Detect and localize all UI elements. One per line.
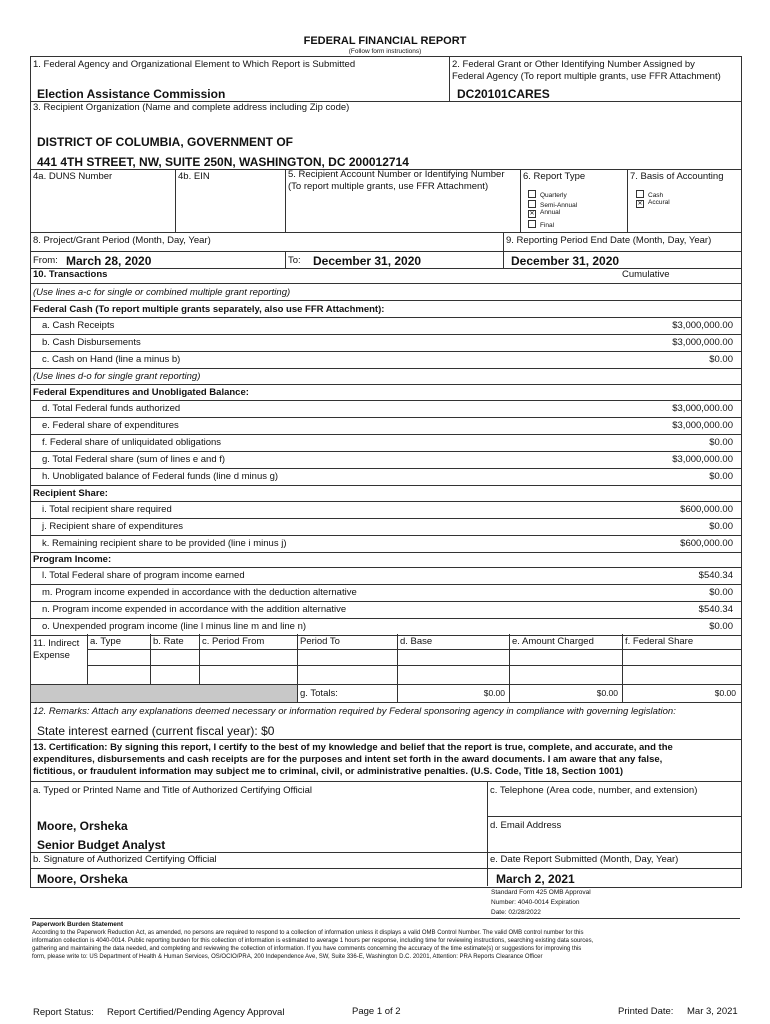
row-divider (30, 434, 741, 435)
transaction-row-value: $0.00 (709, 521, 733, 532)
row-divider (30, 451, 741, 452)
cert-c-label: c. Telephone (Area code, number, and extension) (490, 785, 698, 796)
row-divider (30, 485, 741, 486)
transaction-row-label: d. Total Federal funds authorized (42, 403, 181, 414)
transaction-row-value: $3,000,000.00 (672, 454, 733, 465)
col-federal-share: f. Federal Share (625, 636, 694, 647)
transaction-row-value: $0.00 (709, 587, 733, 598)
row-divider (30, 601, 741, 602)
cert-a-label: a. Typed or Printed Name and Title of Authorized Certifying Official (33, 785, 312, 796)
report-type-annual[interactable]: ✕ Annual (529, 209, 561, 217)
omb-line-2: Number: 4040-0014 Expiration (491, 899, 580, 906)
box2-grant-number: DC20101CARES (457, 87, 550, 101)
section-federal-expenditures: Federal Expenditures and Unobligated Balance: (33, 387, 249, 398)
transaction-row-value: $3,000,000.00 (672, 337, 733, 348)
row-divider (30, 518, 741, 519)
box2-label-1: 2. Federal Grant or Other Identifying Number Assigned by (452, 59, 695, 70)
transaction-row-label: h. Unobligated balance of Federal funds (line d minus g) (42, 471, 279, 482)
box4a-label: 4a. DUNS Number (33, 171, 113, 182)
row-divider (30, 334, 741, 335)
cert-line-1: 13. Certification: By signing this report, I certify to the best of my knowledge and belief that the report is true, complete, and accurate, and the (33, 742, 673, 753)
total-federal-share: $0.00 (714, 688, 736, 698)
col-period-to: Period To (300, 636, 340, 647)
transaction-row-label: f. Federal share of unliquidated obligations (42, 437, 222, 448)
transaction-row-label: c. Cash on Hand (line a minus b) (42, 354, 181, 365)
burden-line-3: gathering and maintaining the data needed, and completing and reviewing the collection of information. If you have comments concerning the accuracy of the time estimate(s) or suggestions for improving this (32, 946, 582, 952)
reporting-period-end: December 31, 2020 (511, 254, 620, 268)
page-subtitle: (Follow form instructions) (348, 48, 422, 55)
checkbox-icon (528, 220, 536, 228)
transaction-row-value: $540.34 (698, 604, 733, 615)
col-period-from: c. Period From (202, 636, 265, 647)
transaction-row-value: $3,000,000.00 (672, 320, 733, 331)
box1-agency: Election Assistance Commission (37, 87, 226, 101)
transaction-row-value: $600,000.00 (680, 504, 733, 515)
row-divider (30, 535, 741, 536)
burden-line-1: According to the Paperwork Reduction Act, as amended, no persons are required to respond to a collection of information unless it displays a valid OMB Control Number. The valid OMB control number for this (32, 930, 584, 936)
date-submitted: March 2, 2021 (496, 872, 575, 886)
row-divider (30, 618, 741, 619)
to-label: To: (288, 255, 301, 266)
box4b-label: 4b. EIN (178, 171, 210, 182)
box11-label-2: Expense (33, 650, 70, 661)
checkbox-icon (528, 200, 536, 208)
box6-label: 6. Report Type (523, 171, 586, 182)
transaction-row-label: i. Total recipient share required (42, 504, 172, 515)
burden-title: Paperwork Burden Statement (32, 921, 124, 928)
note-lines-d-o: (Use lines d-o for single grant reporting) (33, 371, 201, 382)
row-divider (30, 552, 741, 553)
cert-e-label: e. Date Report Submitted (Month, Day, Year) (490, 854, 679, 865)
total-amount-charged: $0.00 (596, 688, 618, 698)
row-divider (30, 584, 741, 585)
col-amount-charged: e. Amount Charged (512, 636, 594, 647)
checkbox-checked-icon: ✕ (529, 211, 535, 217)
transaction-row-label: k. Remaining recipient share to be provided (line i minus j) (42, 538, 287, 549)
box5-label-2: (To report multiple grants, use FFR Attachment) (288, 181, 489, 192)
transaction-row-label: n. Program income expended in accordance with the addition alternative (42, 604, 347, 615)
row-divider (30, 417, 741, 418)
remarks-text: State interest earned (current fiscal year): $0 (37, 724, 275, 738)
row-divider (30, 368, 741, 369)
omb-line-1: Standard Form 425 OMB Approval (491, 889, 591, 896)
basis-cash[interactable]: Cash (636, 189, 663, 200)
box12-label: 12. Remarks: Attach any explanations deemed necessary or information required by Federal sponsoring agency in compliance with governing legislation: (33, 706, 676, 717)
transaction-row-label: l. Total Federal share of program income earned (42, 570, 245, 581)
basis-accural[interactable]: ✕ Accural (637, 199, 670, 207)
box8-label: 8. Project/Grant Period (Month, Day, Year) (33, 235, 211, 246)
transaction-row-value: $0.00 (709, 621, 733, 632)
printed-date-label: Printed Date: (618, 1006, 674, 1017)
official-title: Senior Budget Analyst (37, 838, 166, 852)
box2-label-2: Federal Agency (To report multiple grants, use FFR Attachment) (452, 71, 721, 82)
section-recipient-share: Recipient Share: (33, 488, 108, 499)
box3-label: 3. Recipient Organization (Name and complete address including Zip code) (33, 102, 350, 113)
transaction-row-label: g. Total Federal share (sum of lines e and f) (42, 454, 226, 465)
transaction-row-value: $3,000,000.00 (672, 403, 733, 414)
burden-statement (30, 918, 740, 961)
official-name: Moore, Orsheka (37, 819, 128, 833)
period-to: December 31, 2020 (313, 254, 422, 268)
burden-line-4: form, please write to: US Department of Health & Human Services, OS/OCIO/PRA, 200 Independence Ave, SW, Suite 336-E, Washington D.C. 20201, Attention: PRA Reports Clearance Officer (32, 954, 543, 960)
official-signature: Moore, Orsheka (37, 872, 128, 886)
box11-label-1: 11. Indirect (33, 638, 80, 649)
report-status: Report Certified/Pending Agency Approval (107, 1007, 285, 1018)
report-type-semi-annual[interactable]: Semi-Annual (528, 199, 577, 210)
from-label: From: (33, 255, 58, 266)
transaction-row-value: $0.00 (709, 437, 733, 448)
page-title: FEDERAL FINANCIAL REPORT (303, 35, 467, 47)
col-rate: b. Rate (153, 636, 184, 647)
transaction-row-label: b. Cash Disbursements (42, 337, 141, 348)
printed-date: Mar 3, 2021 (687, 1006, 738, 1017)
section-federal-cash: Federal Cash (To report multiple grants separately, also use FFR Attachment): (33, 304, 385, 315)
transaction-row-label: e. Federal share of expenditures (42, 420, 179, 431)
omb-line-3: Date: 02/28/2022 (491, 909, 541, 916)
recipient-name: DISTRICT OF COLUMBIA, GOVERNMENT OF (37, 135, 293, 149)
burden-line-2: information collection is 4040-0014. Public reporting burden for this collection of information is estimated to average 1 hours per response, including time for reviewing instructions, searching existing data sources, (32, 938, 594, 944)
checkbox-icon (528, 190, 536, 198)
report-type-final[interactable]: Final (528, 219, 554, 230)
transaction-row-value: $600,000.00 (680, 538, 733, 549)
box1-label: 1. Federal Agency and Organizational Element to Which Report is Submitted (33, 59, 356, 70)
totals-shaded-area (31, 685, 297, 702)
transaction-row-value: $540.34 (698, 570, 733, 581)
col-base: d. Base (400, 636, 433, 647)
period-from: March 28, 2020 (66, 254, 152, 268)
row-divider (30, 468, 741, 469)
section-program-income: Program Income: (33, 554, 112, 565)
cert-d-label: d. Email Address (490, 820, 562, 831)
page-number: Page 1 of 2 (352, 1006, 401, 1017)
checkbox-icon (636, 190, 644, 198)
report-type-quarterly[interactable]: Quarterly (528, 189, 567, 200)
note-lines-a-c: (Use lines a-c for single or combined multiple grant reporting) (33, 287, 291, 298)
transaction-row-label: m. Program income expended in accordance with the deduction alternative (42, 587, 357, 598)
cert-line-2: expenditures, disbursements and cash receipts are for the purposes and intent set forth in the award documents. I am aware that any false, (33, 754, 663, 765)
total-base: $0.00 (483, 688, 505, 698)
transactions-title: 10. Transactions (33, 269, 108, 280)
box5-label-1: 5. Recipient Account Number or Identifying Number (288, 169, 505, 180)
transaction-row-value: $0.00 (709, 471, 733, 482)
col-type: a. Type (90, 636, 121, 647)
box9-label: 9. Reporting Period End Date (Month, Day, Year) (506, 235, 712, 246)
report-status-label: Report Status: (33, 1007, 94, 1018)
transaction-row-value: $3,000,000.00 (672, 420, 733, 431)
recipient-address: 441 4TH STREET, NW, SUITE 250N, WASHINGTON, DC 200012714 (37, 155, 409, 169)
checkbox-checked-icon: ✕ (637, 201, 643, 207)
cert-b-label: b. Signature of Authorized Certifying Official (33, 854, 217, 865)
transaction-row-value: $0.00 (709, 354, 733, 365)
cumulative-header: Cumulative (622, 269, 670, 280)
transaction-row-label: j. Recipient share of expenditures (42, 521, 183, 532)
totals-label: g. Totals: (300, 688, 338, 699)
box7-label: 7. Basis of Accounting (630, 171, 724, 182)
transaction-row-label: o. Unexpended program income (line l minus line m and line n) (42, 621, 307, 632)
cert-line-3: fictitious, or fraudulent information may subject me to criminal, civil, or administrative penalties. (U.S. Code, Title 18, Section 1001) (33, 766, 624, 777)
transaction-row-label: a. Cash Receipts (42, 320, 115, 331)
row-divider (30, 351, 741, 352)
